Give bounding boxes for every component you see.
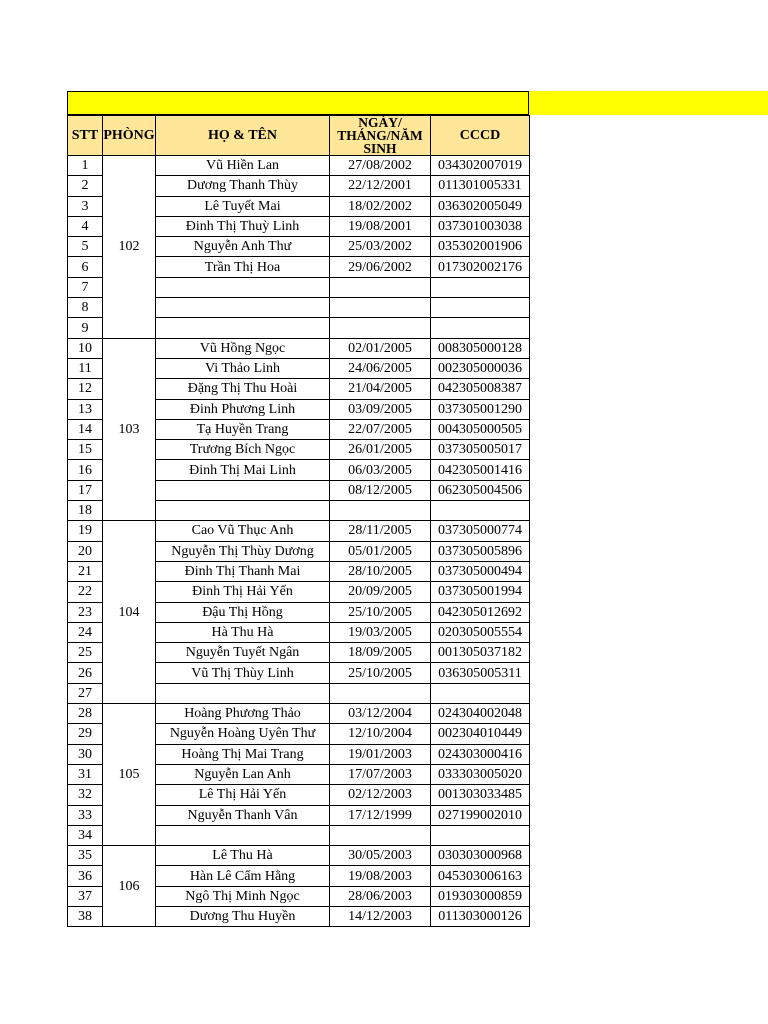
cell-stt[interactable]: 25 <box>68 643 103 663</box>
cell-name[interactable]: Lê Thị Hải Yến <box>156 785 330 805</box>
cell-name[interactable] <box>156 298 330 318</box>
cell-dob[interactable] <box>330 825 431 845</box>
cell-id[interactable] <box>431 825 530 845</box>
room-roster-table <box>67 115 530 927</box>
cell-id[interactable] <box>431 277 530 297</box>
cell-dob[interactable]: 20/09/2005 <box>330 582 431 602</box>
cell-dob[interactable]: 19/08/2001 <box>330 216 431 236</box>
cell-name[interactable]: Ngô Thị Minh Ngọc <box>156 886 330 906</box>
cell-id[interactable]: 008305000128 <box>431 338 530 358</box>
cell-name[interactable]: Đinh Thị Mai Linh <box>156 460 330 480</box>
cell-name[interactable]: Nguyễn Thị Thùy Dương <box>156 541 330 561</box>
header-room[interactable]: PHÒNG <box>103 116 156 156</box>
cell-id[interactable]: 027199002010 <box>431 805 530 825</box>
cell-dob[interactable] <box>330 683 431 703</box>
cell-name[interactable]: Hà Thu Hà <box>156 622 330 642</box>
cell-id[interactable]: 035302001906 <box>431 237 530 257</box>
cell-id[interactable]: 037305001994 <box>431 582 530 602</box>
cell-dob[interactable]: 02/01/2005 <box>330 338 431 358</box>
cell-dob[interactable]: 14/12/2003 <box>330 906 431 926</box>
cell-name[interactable]: Vũ Hiền Lan <box>156 156 330 176</box>
cell-stt[interactable]: 30 <box>68 744 103 764</box>
cell-stt[interactable]: 31 <box>68 764 103 784</box>
cell-stt[interactable]: 6 <box>68 257 103 277</box>
cell-name[interactable]: Trương Bích Ngọc <box>156 440 330 460</box>
table-row <box>68 846 530 866</box>
cell-name[interactable]: Đinh Thị Thanh Mai <box>156 561 330 581</box>
cell-stt[interactable]: 37 <box>68 886 103 906</box>
cell-stt[interactable]: 16 <box>68 460 103 480</box>
cell-id[interactable]: 062305004506 <box>431 480 530 500</box>
cell-name[interactable]: Hoàng Phương Thảo <box>156 704 330 724</box>
cell-name[interactable]: Tạ Huyền Trang <box>156 419 330 439</box>
cell-name[interactable]: Dương Thu Huyền <box>156 906 330 926</box>
cell-id[interactable]: 036302005049 <box>431 196 530 216</box>
header-id[interactable]: CCCD <box>431 116 530 156</box>
cell-id[interactable]: 033303005020 <box>431 764 530 784</box>
cell-dob[interactable]: 03/12/2004 <box>330 704 431 724</box>
cell-name[interactable]: Dương Thanh Thùy <box>156 176 330 196</box>
cell-name[interactable]: Vũ Hồng Ngọc <box>156 338 330 358</box>
cell-dob[interactable]: 28/11/2005 <box>330 521 431 541</box>
cell-stt[interactable]: 27 <box>68 683 103 703</box>
cell-stt[interactable]: 17 <box>68 480 103 500</box>
cell-stt[interactable]: 23 <box>68 602 103 622</box>
cell-id[interactable] <box>431 318 530 338</box>
cell-name[interactable]: Đặng Thị Thu Hoài <box>156 379 330 399</box>
cell-stt[interactable]: 38 <box>68 906 103 926</box>
cell-id[interactable]: 037305000774 <box>431 521 530 541</box>
cell-name[interactable]: Vi Thảo Linh <box>156 358 330 378</box>
cell-dob[interactable]: 30/05/2003 <box>330 846 431 866</box>
cell-dob[interactable]: 02/12/2003 <box>330 785 431 805</box>
cell-stt[interactable]: 34 <box>68 825 103 845</box>
cell-stt[interactable]: 18 <box>68 501 103 521</box>
roster-body <box>68 156 530 927</box>
table-row <box>68 338 530 358</box>
cell-id[interactable]: 036305005311 <box>431 663 530 683</box>
cell-stt[interactable]: 7 <box>68 277 103 297</box>
cell-id[interactable]: 011303000126 <box>431 906 530 926</box>
cell-id[interactable]: 037305005896 <box>431 541 530 561</box>
cell-stt[interactable]: 19 <box>68 521 103 541</box>
cell-dob[interactable]: 03/09/2005 <box>330 399 431 419</box>
cell-stt[interactable]: 29 <box>68 724 103 744</box>
cell-id[interactable]: 011301005331 <box>431 176 530 196</box>
cell-stt[interactable]: 8 <box>68 298 103 318</box>
cell-id[interactable]: 004305000505 <box>431 419 530 439</box>
cell-id[interactable]: 001305037182 <box>431 643 530 663</box>
cell-name[interactable] <box>156 825 330 845</box>
cell-stt[interactable]: 9 <box>68 318 103 338</box>
cell-name[interactable]: Lê Tuyết Mai <box>156 196 330 216</box>
cell-dob[interactable]: 19/03/2005 <box>330 622 431 642</box>
cell-stt[interactable]: 5 <box>68 237 103 257</box>
cell-dob[interactable] <box>330 277 431 297</box>
cell-id[interactable]: 017302002176 <box>431 257 530 277</box>
cell-id[interactable]: 024304002048 <box>431 704 530 724</box>
cell-dob[interactable]: 18/02/2002 <box>330 196 431 216</box>
cell-name[interactable] <box>156 318 330 338</box>
cell-stt[interactable]: 20 <box>68 541 103 561</box>
cell-id[interactable]: 002305000036 <box>431 358 530 378</box>
cell-dob[interactable] <box>330 318 431 338</box>
cell-name[interactable]: Nguyễn Thanh Vân <box>156 805 330 825</box>
cell-id[interactable] <box>431 298 530 318</box>
cell-name[interactable]: Đinh Thị Thuỳ Linh <box>156 216 330 236</box>
cell-stt[interactable]: 21 <box>68 561 103 581</box>
cell-dob[interactable]: 17/07/2003 <box>330 764 431 784</box>
title-band <box>67 91 768 115</box>
cell-id[interactable]: 042305008387 <box>431 379 530 399</box>
cell-stt[interactable]: 10 <box>68 338 103 358</box>
cell-name[interactable]: Nguyễn Lan Anh <box>156 764 330 784</box>
cell-name[interactable]: Lê Thu Hà <box>156 846 330 866</box>
cell-id[interactable] <box>431 501 530 521</box>
cell-id[interactable]: 037305005017 <box>431 440 530 460</box>
cell-id[interactable]: 037301003038 <box>431 216 530 236</box>
cell-stt[interactable]: 15 <box>68 440 103 460</box>
title-cell[interactable] <box>67 91 529 115</box>
cell-name[interactable] <box>156 683 330 703</box>
cell-id[interactable]: 042305012692 <box>431 602 530 622</box>
cell-stt[interactable]: 35 <box>68 846 103 866</box>
cell-dob[interactable]: 18/09/2005 <box>330 643 431 663</box>
cell-dob[interactable]: 27/08/2002 <box>330 156 431 176</box>
cell-room[interactable]: 102 <box>103 156 156 339</box>
cell-name[interactable]: Nguyễn Hoàng Uyên Thư <box>156 724 330 744</box>
cell-stt[interactable]: 28 <box>68 704 103 724</box>
cell-stt[interactable]: 14 <box>68 419 103 439</box>
cell-stt[interactable]: 12 <box>68 379 103 399</box>
cell-dob[interactable]: 25/10/2005 <box>330 602 431 622</box>
cell-stt[interactable]: 26 <box>68 663 103 683</box>
cell-name[interactable]: Hoàng Thị Mai Trang <box>156 744 330 764</box>
cell-room[interactable]: 104 <box>103 521 156 704</box>
cell-stt[interactable]: 2 <box>68 176 103 196</box>
cell-dob[interactable]: 29/06/2002 <box>330 257 431 277</box>
cell-dob[interactable]: 05/01/2005 <box>330 541 431 561</box>
cell-dob[interactable]: 26/01/2005 <box>330 440 431 460</box>
cell-name[interactable] <box>156 501 330 521</box>
cell-id[interactable]: 030303000968 <box>431 846 530 866</box>
cell-dob[interactable]: 22/07/2005 <box>330 419 431 439</box>
cell-dob[interactable]: 06/03/2005 <box>330 460 431 480</box>
cell-dob[interactable]: 19/08/2003 <box>330 866 431 886</box>
cell-dob[interactable]: 24/06/2005 <box>330 358 431 378</box>
cell-id[interactable]: 001303033485 <box>431 785 530 805</box>
cell-id[interactable]: 020305005554 <box>431 622 530 642</box>
cell-id[interactable]: 002304010449 <box>431 724 530 744</box>
cell-name[interactable] <box>156 277 330 297</box>
cell-room[interactable]: 106 <box>103 846 156 927</box>
cell-stt[interactable]: 36 <box>68 866 103 886</box>
cell-stt[interactable]: 1 <box>68 156 103 176</box>
cell-dob[interactable]: 28/06/2003 <box>330 886 431 906</box>
cell-stt[interactable]: 11 <box>68 358 103 378</box>
cell-dob[interactable]: 12/10/2004 <box>330 724 431 744</box>
cell-room[interactable]: 105 <box>103 704 156 846</box>
cell-stt[interactable]: 33 <box>68 805 103 825</box>
cell-dob[interactable]: 22/12/2001 <box>330 176 431 196</box>
cell-name[interactable] <box>156 480 330 500</box>
cell-id[interactable] <box>431 683 530 703</box>
cell-stt[interactable]: 4 <box>68 216 103 236</box>
cell-name[interactable]: Hàn Lê Cẩm Hằng <box>156 866 330 886</box>
cell-dob[interactable]: 25/10/2005 <box>330 663 431 683</box>
cell-stt[interactable]: 3 <box>68 196 103 216</box>
cell-id[interactable]: 037305001290 <box>431 399 530 419</box>
cell-stt[interactable]: 24 <box>68 622 103 642</box>
cell-stt[interactable]: 13 <box>68 399 103 419</box>
cell-name[interactable]: Nguyễn Tuyết Ngân <box>156 643 330 663</box>
cell-id[interactable]: 019303000859 <box>431 886 530 906</box>
cell-room[interactable]: 103 <box>103 338 156 521</box>
cell-name[interactable]: Vũ Thị Thùy Linh <box>156 663 330 683</box>
cell-id[interactable]: 034302007019 <box>431 156 530 176</box>
cell-name[interactable]: Trần Thị Hoa <box>156 257 330 277</box>
header-name[interactable]: HỌ & TÊN <box>156 116 330 156</box>
cell-dob[interactable]: 28/10/2005 <box>330 561 431 581</box>
header-stt[interactable]: STT <box>68 116 103 156</box>
cell-id[interactable]: 037305000494 <box>431 561 530 581</box>
cell-dob[interactable] <box>330 298 431 318</box>
cell-dob[interactable]: 21/04/2005 <box>330 379 431 399</box>
cell-dob[interactable]: 17/12/1999 <box>330 805 431 825</box>
cell-id[interactable]: 042305001416 <box>431 460 530 480</box>
cell-name[interactable]: Đinh Phương Linh <box>156 399 330 419</box>
table-row <box>68 156 530 176</box>
cell-id[interactable]: 045303006163 <box>431 866 530 886</box>
table-row <box>68 704 530 724</box>
cell-stt[interactable]: 22 <box>68 582 103 602</box>
cell-name[interactable]: Nguyễn Anh Thư <box>156 237 330 257</box>
cell-id[interactable]: 024303000416 <box>431 744 530 764</box>
cell-dob[interactable]: 08/12/2005 <box>330 480 431 500</box>
cell-name[interactable]: Đậu Thị Hồng <box>156 602 330 622</box>
cell-name[interactable]: Cao Vũ Thục Anh <box>156 521 330 541</box>
table-row <box>68 521 530 541</box>
header-row <box>68 116 530 156</box>
cell-dob[interactable]: 19/01/2003 <box>330 744 431 764</box>
cell-name[interactable]: Đinh Thị Hải Yến <box>156 582 330 602</box>
cell-dob[interactable] <box>330 501 431 521</box>
header-dob[interactable]: NGÀY/ THÁNG/NĂM SINH <box>330 116 431 156</box>
cell-stt[interactable]: 32 <box>68 785 103 805</box>
cell-dob[interactable]: 25/03/2002 <box>330 237 431 257</box>
